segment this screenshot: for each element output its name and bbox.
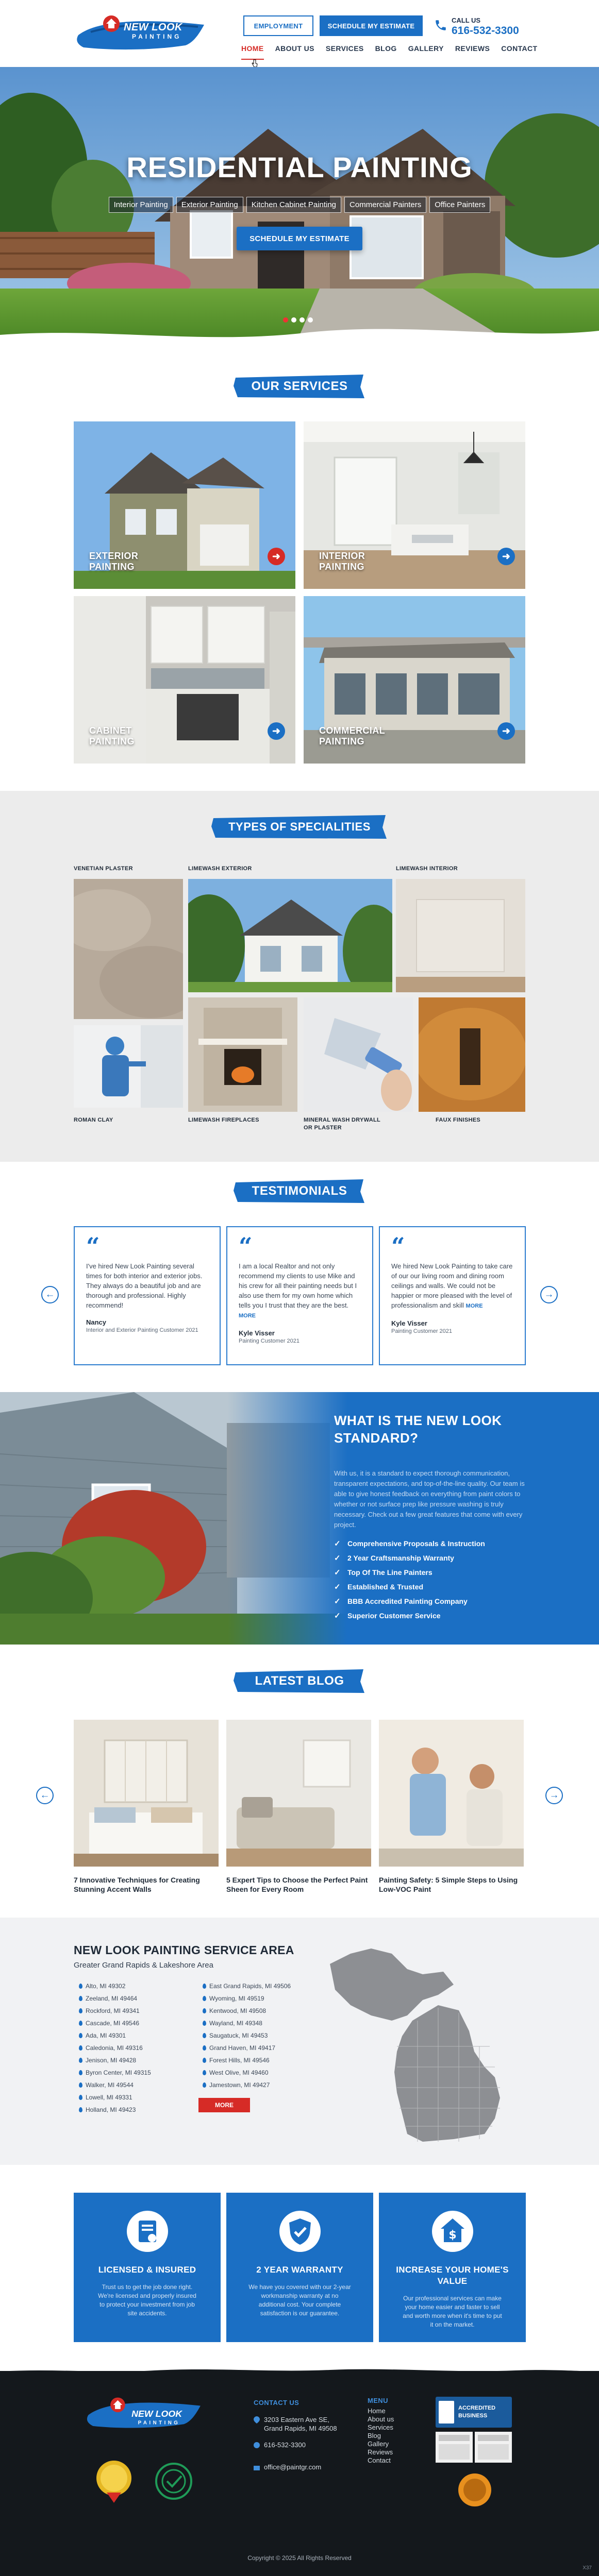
area-location: Caledonia, MI 49316 — [79, 2044, 143, 2052]
testimonial-text: We hired New Look Painting to take care of our our living room and dining room ceilings and walls. We could not be happier or more pleased with the level of professionalism and skill — [391, 1262, 513, 1309]
service-title: EXTERIOR PAINTING — [89, 551, 139, 572]
svg-text:$: $ — [448, 2229, 457, 2242]
prev-arrow-icon[interactable]: ← — [41, 1286, 59, 1303]
testimonial-role: Painting Customer 2021 — [391, 1328, 453, 1334]
blog-title[interactable]: 5 Expert Tips to Choose the Perfect Paint Sheen for Every Room — [226, 1876, 368, 1893]
area-location: Grand Haven, MI 49417 — [203, 2044, 275, 2052]
hero-title: RESIDENTIAL PAINTING — [126, 151, 473, 183]
area-location: Zeeland, MI 49464 — [79, 1994, 137, 2003]
nav-about[interactable]: ABOUT US — [275, 44, 314, 53]
testimonial-card — [379, 1226, 526, 1365]
menu-heading: MENU — [368, 2397, 388, 2404]
nav-home[interactable]: HOME — [241, 44, 264, 57]
service-title: COMMERCIAL PAINTING — [319, 725, 385, 747]
slider-dot[interactable] — [291, 317, 296, 323]
footer-address: 3203 Eastern Ave SE, — [264, 2416, 329, 2424]
slider-dot[interactable] — [283, 317, 288, 323]
services-heading: OUR SERVICES — [251, 379, 348, 393]
area-location: Jenison, MI 49428 — [79, 2056, 136, 2064]
nav-blog[interactable]: BLOG — [375, 44, 397, 53]
footer-brush-edge — [0, 2367, 599, 2376]
hero-pill[interactable]: Interior Painting — [109, 197, 173, 213]
service-title: INTERIOR PAINTING — [319, 551, 365, 572]
area-location: Jamestown, MI 49427 — [203, 2081, 270, 2089]
standard-item: ✓ 2 Year Craftsmanship Warranty — [334, 1551, 530, 1565]
hero-pill[interactable]: Commercial Painters — [344, 197, 426, 213]
footer-email[interactable]: office@paintgr.com — [264, 2463, 322, 2471]
arrow-right-icon[interactable]: ➜ — [497, 722, 515, 740]
limewash-interior-image[interactable] — [396, 879, 525, 992]
area-location: Byron Center, MI 49315 — [79, 2069, 151, 2077]
money-icon — [431, 2210, 474, 2252]
footer-phone[interactable]: 616-532-3300 — [264, 2441, 306, 2449]
footer-menu-item[interactable]: Blog — [368, 2432, 381, 2439]
footer-menu-item[interactable]: Services — [368, 2424, 393, 2431]
area-more-button[interactable]: MORE — [198, 2098, 250, 2112]
quote-icon: “ — [86, 1232, 100, 1260]
location-icon — [254, 2416, 260, 2424]
quote-icon: “ — [239, 1232, 253, 1260]
area-location: Walker, MI 49544 — [79, 2081, 134, 2089]
testimonial-text: I am a local Realtor and not only recommend my clients to use Mike and his crew for all their painting needs but I also use them for my own home which tells you I trust that they are the best. — [239, 1262, 357, 1309]
standard-item: ✓ Superior Customer Service — [334, 1608, 530, 1623]
standard-text: With us, it is a standard to expect thorough communication, transparent expectations, and top-of-the-line quality. Our team is able to give honest feedback on everything from paint colors to whether or not surface prep like pressure washing is truly necessary. Check out a few great features that come with every project. — [334, 1469, 525, 1529]
mineral-wash-image[interactable] — [304, 997, 413, 1112]
hero-pill[interactable]: Office Painters — [429, 197, 490, 213]
standard-item: ✓ BBB Accredited Painting Company — [334, 1594, 530, 1608]
footer-address: Grand Rapids, MI 49508 — [264, 2425, 337, 2432]
footer-logo[interactable] — [86, 2393, 204, 2433]
arrow-right-icon[interactable]: ➜ — [497, 548, 515, 565]
area-location: East Grand Rapids, MI 49506 — [203, 1982, 291, 1990]
award-badge-icon — [475, 2432, 512, 2463]
hero-house-image — [0, 67, 599, 361]
hero-pill[interactable]: Exterior Painting — [176, 197, 243, 213]
area-location: Wyoming, MI 49519 — [203, 1994, 264, 2003]
spec-label: MINERAL WASH DRYWALL — [304, 1117, 380, 1123]
bbb-badge[interactable]: ACCREDITED BUSINESS — [436, 2397, 512, 2428]
area-location: Lowell, MI 49331 — [79, 2093, 132, 2102]
area-location: West Olive, MI 49460 — [203, 2069, 269, 2077]
corner-label: X37 — [583, 2565, 592, 2571]
standard-title: WHAT IS THE NEW LOOK STANDARD? — [334, 1413, 502, 1446]
award-badge-icon — [95, 2460, 132, 2503]
feature-text: Our professional services can make your home easier and faster to sell and worth more when it's time to put it on the market. — [403, 2295, 502, 2328]
more-link[interactable]: MORE — [465, 1303, 483, 1309]
svg-text:PAINTING: PAINTING — [138, 2420, 180, 2426]
feature-text: Trust us to get the job done right. We're licensed and properly insured to protect your investment from job site accidents. — [98, 2283, 196, 2317]
service-card-interior[interactable] — [304, 421, 525, 589]
blog-title[interactable]: Painting Safety: 5 Simple Steps to Using Low-VOC Paint — [379, 1876, 518, 1893]
arrow-right-icon[interactable]: ➜ — [268, 722, 285, 740]
call-label: CALL US — [452, 16, 481, 24]
nav-gallery[interactable]: GALLERY — [408, 44, 444, 53]
area-title: NEW LOOK PAINTING SERVICE AREA — [74, 1943, 294, 1957]
footer-menu-item[interactable]: Reviews — [368, 2448, 393, 2456]
blog-title[interactable]: 7 Innovative Techniques for Creating Stunning Accent Walls — [74, 1876, 200, 1893]
standard-item: ✓ Established & Trusted — [334, 1580, 530, 1594]
award-badge-icon — [436, 2432, 473, 2463]
header-phone[interactable]: 616-532-3300 — [452, 25, 519, 37]
footer-menu-item[interactable]: Home — [368, 2407, 386, 2415]
contact-heading: CONTACT US — [254, 2399, 300, 2406]
blog-heading: LATEST BLOG — [255, 1674, 344, 1688]
shield-icon — [279, 2210, 321, 2252]
service-title: CABINET PAINTING — [89, 725, 135, 747]
spec-label: OR PLASTER — [304, 1125, 342, 1131]
more-link[interactable]: MORE — [239, 1313, 256, 1319]
certification-badge-icon — [155, 2461, 193, 2502]
area-location: Forest Hills, MI 49546 — [203, 2056, 270, 2064]
testimonial-name: Kyle Visser — [391, 1319, 427, 1327]
footer-menu — [368, 2407, 394, 2465]
footer-menu-item[interactable]: About us — [368, 2415, 394, 2423]
standard-list — [334, 1536, 530, 1623]
area-location: Cascade, MI 49546 — [79, 2019, 139, 2027]
blog-image-painters[interactable] — [379, 1720, 524, 1867]
blog-image-bedroom[interactable] — [74, 1720, 219, 1867]
license-icon — [126, 2210, 169, 2252]
phone-icon — [434, 19, 447, 32]
phone-icon — [254, 2442, 260, 2448]
blog-image-living-room[interactable] — [226, 1720, 371, 1867]
nav-contact[interactable]: CONTACT — [501, 44, 538, 53]
testimonial-text: I've hired New Look Painting several times for both interior and exterior jobs. They always do a beautiful job and are thorough and professional. Highly recommend! — [86, 1262, 203, 1309]
standard-item: ✓ Top Of The Line Painters — [334, 1565, 530, 1580]
spec-label: LIMEWASH EXTERIOR — [188, 866, 252, 872]
spec-label: VENETIAN PLASTER — [74, 866, 133, 872]
feature-card-warranty — [226, 2193, 373, 2342]
service-card-exterior[interactable] — [74, 421, 295, 589]
quote-icon: “ — [391, 1232, 405, 1260]
area-location: Rockford, MI 49341 — [79, 2007, 140, 2015]
michigan-map — [320, 1943, 531, 2149]
award-badge-icon — [458, 2473, 492, 2507]
feature-card-licensed — [74, 2193, 221, 2342]
main-nav — [241, 44, 537, 57]
logo-text: NEW LOOK — [124, 22, 182, 33]
hero-pill[interactable]: Kitchen Cabinet Painting — [246, 197, 341, 213]
site-header — [0, 0, 599, 67]
area-subtitle: Greater Grand Rapids & Lakeshore Area — [74, 1961, 213, 1970]
faux-finishes-image[interactable] — [419, 997, 525, 1112]
next-arrow-icon[interactable]: → — [540, 1286, 558, 1303]
nav-reviews[interactable]: REVIEWS — [455, 44, 490, 53]
copyright: Copyright © 2025 All Rights Reserved — [247, 2554, 352, 2562]
area-location: Kentwood, MI 49508 — [203, 2007, 266, 2015]
email-icon — [254, 2465, 260, 2471]
area-location: Wayland, MI 49348 — [203, 2019, 262, 2027]
spec-label: LIMEWASH FIREPLACES — [188, 1117, 259, 1123]
call-us[interactable] — [434, 14, 537, 38]
standard-item: ✓ Comprehensive Proposals & Instruction — [334, 1536, 530, 1551]
specialities-heading: TYPES OF SPECIALITIES — [228, 820, 371, 833]
area-location: Holland, MI 49423 — [79, 2106, 136, 2114]
testimonial-role: Interior and Exterior Painting Customer 2021 — [86, 1327, 198, 1333]
testimonial-role: Painting Customer 2021 — [239, 1338, 300, 1344]
venetian-plaster-image[interactable] — [74, 879, 183, 1019]
mouse-cursor-icon — [252, 59, 258, 67]
spec-label: ROMAN CLAY — [74, 1117, 113, 1123]
standard-section — [0, 1392, 599, 1645]
testimonial-card — [226, 1226, 373, 1365]
limewash-fireplace-image[interactable] — [188, 997, 297, 1112]
service-area-section — [0, 1918, 599, 2165]
testimonials-heading: TESTIMONIALS — [252, 1184, 347, 1198]
hero-services-list — [98, 197, 501, 213]
feature-text: We have you covered with our 2-year workmanship warranty at no additional cost. Your complete satisfaction is our guarantee. — [248, 2283, 351, 2317]
testimonial-name: Kyle Visser — [239, 1329, 275, 1337]
nav-services[interactable]: SERVICES — [325, 44, 364, 53]
employment-button[interactable]: EMPLOYMENT — [243, 15, 313, 36]
slider-dot[interactable] — [300, 317, 305, 323]
svg-text:NEW LOOK: NEW LOOK — [131, 2409, 182, 2419]
slider-dot[interactable] — [308, 317, 313, 323]
feature-title: INCREASE YOUR HOME'S VALUE — [396, 2265, 509, 2286]
area-location: Saugatuck, MI 49453 — [203, 2031, 268, 2040]
area-location: Alto, MI 49302 — [79, 1982, 125, 1990]
prev-arrow-icon[interactable]: ← — [36, 1787, 54, 1804]
area-location: Ada, MI 49301 — [79, 2031, 126, 2040]
roman-clay-image[interactable] — [74, 1025, 183, 1108]
hero-schedule-button[interactable]: SCHEDULE MY ESTIMATE — [237, 227, 362, 250]
service-card-cabinet[interactable] — [74, 596, 295, 764]
testimonial-card — [74, 1226, 221, 1365]
spec-label: FAUX FINISHES — [436, 1117, 481, 1123]
slider-dots — [283, 317, 313, 323]
service-card-commercial[interactable] — [304, 596, 525, 764]
arrow-right-icon[interactable]: ➜ — [268, 548, 285, 565]
footer-menu-item[interactable]: Contact — [368, 2456, 391, 2464]
schedule-estimate-button[interactable]: SCHEDULE MY ESTIMATE — [320, 15, 423, 36]
logo-subtext: PAINTING — [132, 33, 182, 40]
footer-menu-item[interactable]: Gallery — [368, 2440, 389, 2448]
limewash-exterior-image[interactable] — [188, 879, 392, 992]
spec-label: LIMEWASH INTERIOR — [396, 866, 458, 872]
hero-slider — [0, 67, 599, 361]
next-arrow-icon[interactable]: → — [545, 1787, 563, 1804]
feature-title: LICENSED & INSURED — [98, 2265, 196, 2275]
testimonial-name: Nancy — [86, 1318, 107, 1326]
feature-card-value — [379, 2193, 526, 2342]
feature-title: 2 YEAR WARRANTY — [256, 2265, 343, 2275]
